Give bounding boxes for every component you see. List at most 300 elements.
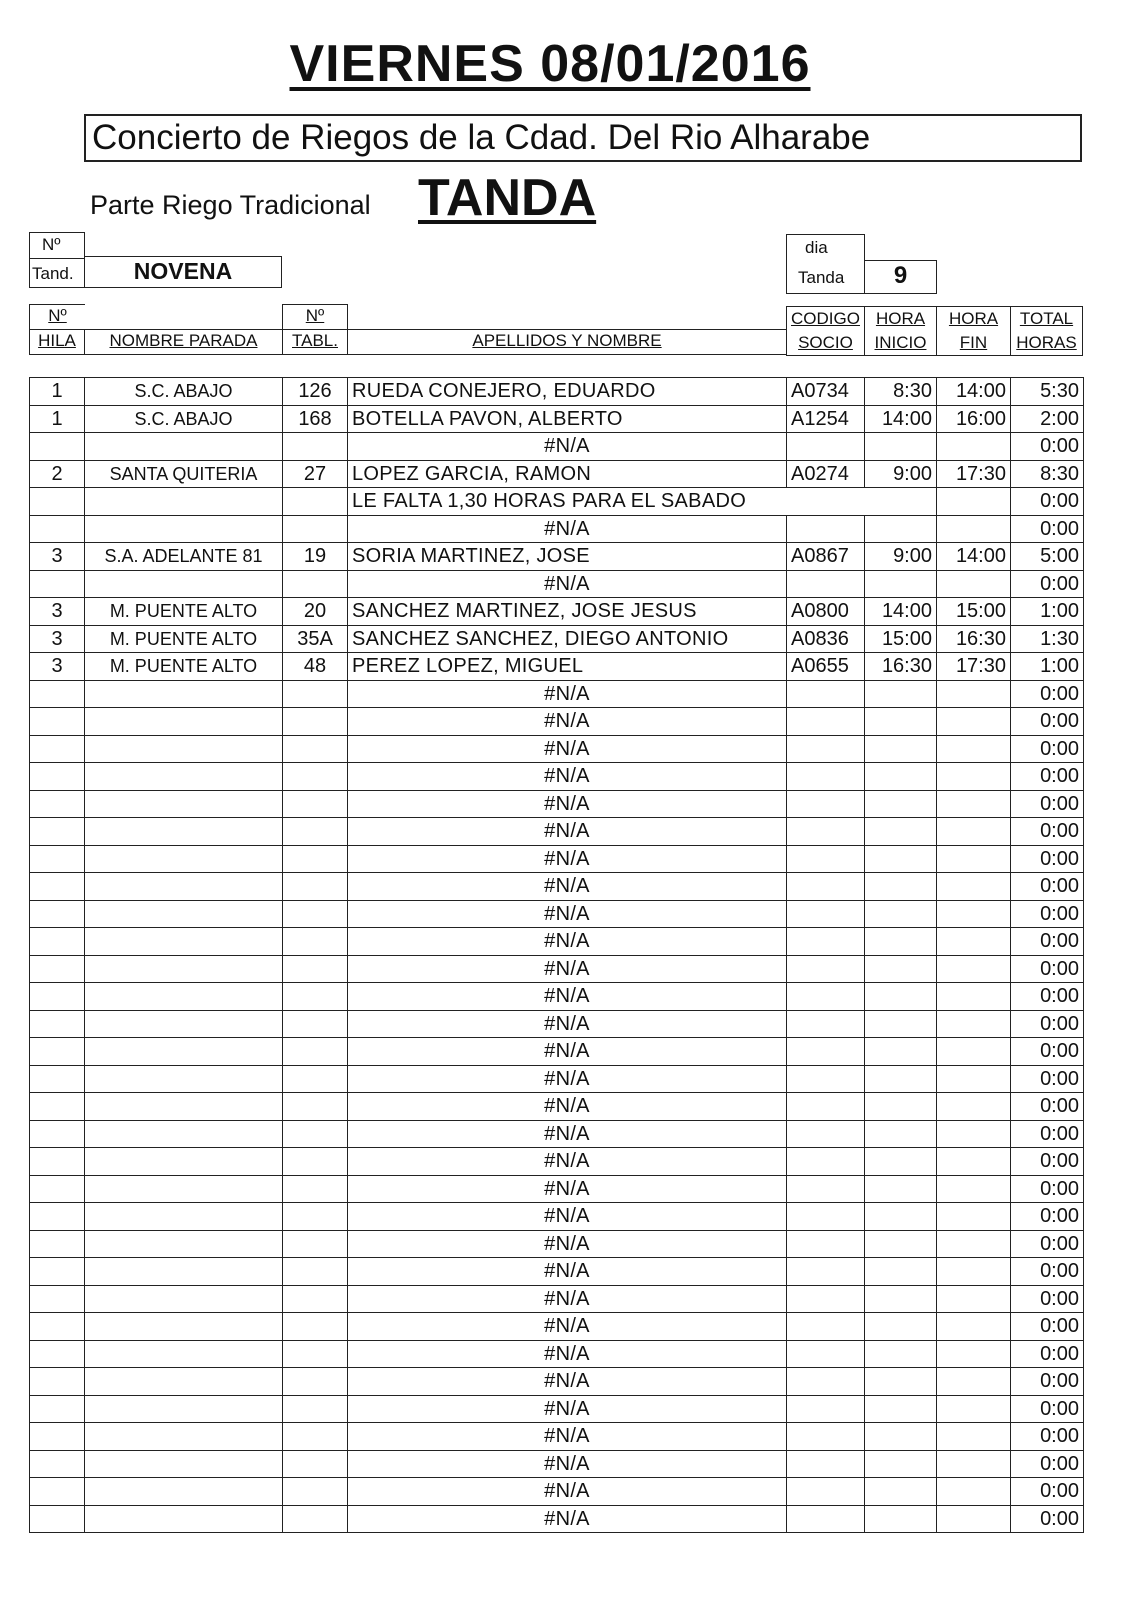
cell-fin xyxy=(937,1340,1011,1368)
cell-codigo xyxy=(787,955,865,983)
cell-parada xyxy=(85,680,283,708)
cell-tabl xyxy=(283,928,348,956)
table-row xyxy=(30,625,1084,653)
cell-nombre: #N/A xyxy=(348,1120,787,1148)
cell-fin xyxy=(937,1230,1011,1258)
cell-parada xyxy=(85,1148,283,1176)
table-row xyxy=(30,460,1084,488)
cell-hila xyxy=(30,1038,85,1066)
cell-codigo: A0734 xyxy=(787,378,865,406)
cell-total: 0:00 xyxy=(1011,708,1084,736)
dia-value: 9 xyxy=(893,262,908,289)
cell-codigo xyxy=(787,1423,865,1451)
table-row xyxy=(30,1230,1084,1258)
tand-label-top: Nº xyxy=(42,235,61,254)
cell-total: 0:00 xyxy=(1011,1258,1084,1286)
cell-codigo xyxy=(787,900,865,928)
cell-codigo xyxy=(787,680,865,708)
cell-total: 0:00 xyxy=(1011,1065,1084,1093)
cell-hila: 3 xyxy=(30,625,85,653)
cell-codigo xyxy=(787,1065,865,1093)
cell-fin xyxy=(937,845,1011,873)
cell-hila xyxy=(30,1313,85,1341)
cell-parada xyxy=(85,1368,283,1396)
table-row xyxy=(30,1368,1084,1396)
cell-tabl xyxy=(283,1093,348,1121)
table-row xyxy=(30,1010,1084,1038)
cell-total: 0:00 xyxy=(1011,1478,1084,1506)
cell-total: 0:00 xyxy=(1011,1175,1084,1203)
cell-nombre: #N/A xyxy=(348,1505,787,1533)
dia-label-box xyxy=(786,234,865,294)
cell-tabl xyxy=(283,1450,348,1478)
cell-hila xyxy=(30,488,85,516)
cell-fin xyxy=(937,1478,1011,1506)
cell-nombre: #N/A xyxy=(348,570,787,598)
cell-inicio xyxy=(865,928,937,956)
cell-hila xyxy=(30,1395,85,1423)
cell-hila xyxy=(30,433,85,461)
tanda-heading: TANDA xyxy=(418,169,597,227)
cell-hila xyxy=(30,735,85,763)
cell-inicio xyxy=(865,1203,937,1231)
cell-tabl xyxy=(283,873,348,901)
cell-codigo xyxy=(787,1478,865,1506)
cell-inicio xyxy=(865,1038,937,1066)
cell-total: 1:30 xyxy=(1011,625,1084,653)
cell-fin xyxy=(937,790,1011,818)
cell-codigo xyxy=(787,570,865,598)
cell-fin xyxy=(937,983,1011,1011)
cell-codigo xyxy=(787,1093,865,1121)
cell-fin xyxy=(937,1148,1011,1176)
cell-tabl xyxy=(283,1230,348,1258)
cell-hila: 1 xyxy=(30,378,85,406)
cell-fin xyxy=(937,515,1011,543)
table-row xyxy=(30,598,1084,626)
table-row xyxy=(30,1175,1084,1203)
hdr-inicio-box xyxy=(864,306,937,356)
table-row xyxy=(30,570,1084,598)
cell-tabl: 48 xyxy=(283,653,348,681)
table-row xyxy=(30,1285,1084,1313)
cell-total: 0:00 xyxy=(1011,1423,1084,1451)
cell-nombre: #N/A xyxy=(348,983,787,1011)
cell-nombre: #N/A xyxy=(348,1478,787,1506)
cell-parada xyxy=(85,1258,283,1286)
table-row xyxy=(30,928,1084,956)
cell-total: 1:00 xyxy=(1011,598,1084,626)
cell-nombre: #N/A xyxy=(348,928,787,956)
cell-parada xyxy=(85,1395,283,1423)
cell-inicio: 16:30 xyxy=(865,653,937,681)
cell-tabl xyxy=(283,1313,348,1341)
cell-nombre: #N/A xyxy=(348,433,787,461)
cell-nombre: #N/A xyxy=(348,1340,787,1368)
hdr-apellidos-box xyxy=(347,329,787,355)
table-row xyxy=(30,1065,1084,1093)
table-row xyxy=(30,790,1084,818)
table-row xyxy=(30,433,1084,461)
cell-inicio xyxy=(865,735,937,763)
cell-inicio: 15:00 xyxy=(865,625,937,653)
cell-tabl xyxy=(283,1120,348,1148)
cell-fin xyxy=(937,1450,1011,1478)
cell-total: 0:00 xyxy=(1011,818,1084,846)
cell-tabl xyxy=(283,763,348,791)
cell-tabl xyxy=(283,735,348,763)
cell-parada xyxy=(85,433,283,461)
cell-fin xyxy=(937,1093,1011,1121)
cell-fin xyxy=(937,680,1011,708)
cell-nombre: #N/A xyxy=(348,1093,787,1121)
hdr-parada-box xyxy=(84,329,283,355)
cell-nombre: SANCHEZ MARTINEZ, JOSE JESUS xyxy=(348,598,787,626)
cell-hila xyxy=(30,873,85,901)
cell-codigo xyxy=(787,1258,865,1286)
cell-inicio: 9:00 xyxy=(865,460,937,488)
cell-parada xyxy=(85,873,283,901)
cell-inicio: 14:00 xyxy=(865,405,937,433)
cell-tabl xyxy=(283,818,348,846)
table-row xyxy=(30,735,1084,763)
cell-total: 0:00 xyxy=(1011,1093,1084,1121)
cell-nombre: #N/A xyxy=(348,680,787,708)
cell-fin xyxy=(937,1285,1011,1313)
cell-codigo xyxy=(787,735,865,763)
cell-parada xyxy=(85,1340,283,1368)
cell-parada xyxy=(85,1423,283,1451)
cell-total: 0:00 xyxy=(1011,1395,1084,1423)
cell-inicio xyxy=(865,570,937,598)
hdr-codigo-bottom: SOCIO xyxy=(798,333,853,352)
cell-parada: M. PUENTE ALTO xyxy=(85,653,283,681)
cell-inicio xyxy=(865,680,937,708)
cell-hila xyxy=(30,1505,85,1533)
cell-parada: S.C. ABAJO xyxy=(85,378,283,406)
hdr-tabl-top: Nº xyxy=(305,306,325,325)
cell-fin xyxy=(937,900,1011,928)
cell-inicio xyxy=(865,1065,937,1093)
cell-codigo xyxy=(787,1395,865,1423)
cell-parada xyxy=(85,983,283,1011)
cell-codigo xyxy=(787,818,865,846)
cell-hila xyxy=(30,570,85,598)
table-body xyxy=(30,378,1084,1533)
dia-value-box xyxy=(864,260,937,294)
cell-hila xyxy=(30,680,85,708)
cell-codigo: A0836 xyxy=(787,625,865,653)
cell-codigo: A1254 xyxy=(787,405,865,433)
cell-tabl xyxy=(283,1395,348,1423)
cell-tabl: 20 xyxy=(283,598,348,626)
cell-fin xyxy=(937,928,1011,956)
cell-fin xyxy=(937,1038,1011,1066)
cell-hila xyxy=(30,1065,85,1093)
cell-hila: 2 xyxy=(30,460,85,488)
cell-tabl xyxy=(283,983,348,1011)
cell-fin xyxy=(937,1368,1011,1396)
cell-nombre: #N/A xyxy=(348,845,787,873)
cell-hila xyxy=(30,928,85,956)
cell-fin xyxy=(937,708,1011,736)
cell-nombre: LOPEZ GARCIA, RAMON xyxy=(348,460,787,488)
table-row xyxy=(30,1450,1084,1478)
cell-nombre: #N/A xyxy=(348,1175,787,1203)
cell-hila xyxy=(30,955,85,983)
cell-inicio xyxy=(865,790,937,818)
table-row xyxy=(30,1340,1084,1368)
cell-parada xyxy=(85,763,283,791)
cell-hila xyxy=(30,1340,85,1368)
cell-parada xyxy=(85,845,283,873)
cell-hila xyxy=(30,1423,85,1451)
table-row xyxy=(30,1038,1084,1066)
cell-total: 8:30 xyxy=(1011,460,1084,488)
cell-parada xyxy=(85,955,283,983)
irrigation-table xyxy=(29,377,1084,1533)
cell-total: 0:00 xyxy=(1011,488,1084,516)
table-row xyxy=(30,1120,1084,1148)
cell-hila: 3 xyxy=(30,543,85,571)
cell-hila xyxy=(30,1285,85,1313)
cell-codigo xyxy=(787,790,865,818)
cell-nombre: #N/A xyxy=(348,790,787,818)
cell-tabl: 168 xyxy=(283,405,348,433)
hdr-codigo-top: CODIGO xyxy=(791,309,860,328)
cell-fin: 14:00 xyxy=(937,378,1011,406)
cell-fin xyxy=(937,1395,1011,1423)
cell-tabl xyxy=(283,1423,348,1451)
cell-parada xyxy=(85,708,283,736)
cell-tabl xyxy=(283,488,348,516)
cell-fin xyxy=(937,1010,1011,1038)
table-row xyxy=(30,1313,1084,1341)
cell-nombre: #N/A xyxy=(348,1065,787,1093)
cell-nombre: SANCHEZ SANCHEZ, DIEGO ANTONIO xyxy=(348,625,787,653)
cell-inicio xyxy=(865,1368,937,1396)
cell-tabl xyxy=(283,1478,348,1506)
cell-hila xyxy=(30,790,85,818)
cell-nombre: #N/A xyxy=(348,708,787,736)
cell-nombre: #N/A xyxy=(348,1450,787,1478)
cell-inicio xyxy=(865,1478,937,1506)
cell-tabl xyxy=(283,1258,348,1286)
cell-parada xyxy=(85,1230,283,1258)
cell-parada xyxy=(85,1450,283,1478)
cell-fin: 16:30 xyxy=(937,625,1011,653)
cell-parada xyxy=(85,1313,283,1341)
hdr-hila-top: Nº xyxy=(48,306,67,325)
cell-parada xyxy=(85,1203,283,1231)
cell-parada xyxy=(85,1175,283,1203)
cell-codigo xyxy=(787,983,865,1011)
cell-fin xyxy=(937,488,1011,516)
cell-total: 1:00 xyxy=(1011,653,1084,681)
cell-total: 0:00 xyxy=(1011,1038,1084,1066)
cell-codigo: A0655 xyxy=(787,653,865,681)
hdr-inicio-bottom: INICIO xyxy=(874,333,927,352)
table-row xyxy=(30,955,1084,983)
cell-parada xyxy=(85,735,283,763)
cell-fin xyxy=(937,570,1011,598)
hdr-tabl: TABL. xyxy=(292,331,338,350)
tand-value: NOVENA xyxy=(133,258,233,284)
hdr-total-bottom: HORAS xyxy=(1016,333,1077,352)
cell-inicio xyxy=(865,983,937,1011)
cell-total: 0:00 xyxy=(1011,433,1084,461)
table-row xyxy=(30,1148,1084,1176)
cell-nombre: #N/A xyxy=(348,1395,787,1423)
cell-parada: SANTA QUITERIA xyxy=(85,460,283,488)
cell-parada xyxy=(85,790,283,818)
cell-parada xyxy=(85,1505,283,1533)
cell-nombre: #N/A xyxy=(348,1230,787,1258)
tand-value-box xyxy=(84,256,282,288)
cell-tabl xyxy=(283,1505,348,1533)
cell-hila xyxy=(30,763,85,791)
cell-fin: 17:30 xyxy=(937,460,1011,488)
cell-parada: M. PUENTE ALTO xyxy=(85,598,283,626)
table-row xyxy=(30,1478,1084,1506)
cell-codigo xyxy=(787,1368,865,1396)
table-row xyxy=(30,405,1084,433)
cell-tabl: 19 xyxy=(283,543,348,571)
hdr-codigo-box xyxy=(786,306,865,356)
subtitle-text: Concierto de Riegos de la Cdad. Del Rio Alharabe xyxy=(92,118,871,157)
dia-label-top: dia xyxy=(805,238,828,257)
cell-hila xyxy=(30,515,85,543)
cell-parada: M. PUENTE ALTO xyxy=(85,625,283,653)
cell-nombre: #N/A xyxy=(348,1285,787,1313)
cell-inicio xyxy=(865,873,937,901)
cell-tabl xyxy=(283,1038,348,1066)
cell-inicio: 9:00 xyxy=(865,543,937,571)
cell-total: 0:00 xyxy=(1011,1313,1084,1341)
cell-inicio xyxy=(865,515,937,543)
cell-tabl xyxy=(283,570,348,598)
cell-parada xyxy=(85,1093,283,1121)
cell-hila xyxy=(30,708,85,736)
cell-fin xyxy=(937,1065,1011,1093)
cell-inicio xyxy=(865,763,937,791)
table-row xyxy=(30,543,1084,571)
cell-tabl xyxy=(283,1175,348,1203)
cell-codigo xyxy=(787,928,865,956)
table-row xyxy=(30,845,1084,873)
cell-nombre: #N/A xyxy=(348,900,787,928)
cell-tabl: 27 xyxy=(283,460,348,488)
cell-fin xyxy=(937,1258,1011,1286)
hdr-fin-box xyxy=(936,306,1011,356)
cell-parada xyxy=(85,1285,283,1313)
cell-parada xyxy=(85,570,283,598)
cell-tabl xyxy=(283,708,348,736)
cell-inicio xyxy=(865,1093,937,1121)
table-row xyxy=(30,763,1084,791)
cell-codigo xyxy=(787,433,865,461)
cell-total: 0:00 xyxy=(1011,900,1084,928)
cell-fin xyxy=(937,1203,1011,1231)
table-row xyxy=(30,818,1084,846)
cell-total: 0:00 xyxy=(1011,928,1084,956)
cell-fin xyxy=(937,735,1011,763)
cell-codigo: A0274 xyxy=(787,460,865,488)
cell-hila xyxy=(30,1120,85,1148)
tand-label-top-box xyxy=(29,232,85,258)
cell-inicio xyxy=(865,1313,937,1341)
cell-inicio xyxy=(865,1120,937,1148)
cell-inicio xyxy=(865,1148,937,1176)
cell-nombre: #N/A xyxy=(348,1423,787,1451)
cell-total: 0:00 xyxy=(1011,1148,1084,1176)
cell-codigo xyxy=(787,708,865,736)
hdr-fin-bottom: FIN xyxy=(959,333,988,352)
cell-codigo xyxy=(787,1148,865,1176)
cell-codigo xyxy=(787,1175,865,1203)
cell-fin: 14:00 xyxy=(937,543,1011,571)
table-row xyxy=(30,378,1084,406)
cell-note: LE FALTA 1,30 HORAS PARA EL SABADO xyxy=(348,488,937,516)
cell-nombre: #N/A xyxy=(348,955,787,983)
cell-inicio xyxy=(865,1450,937,1478)
table-row xyxy=(30,680,1084,708)
cell-hila xyxy=(30,1148,85,1176)
cell-nombre: PEREZ LOPEZ, MIGUEL xyxy=(348,653,787,681)
cell-tabl xyxy=(283,1203,348,1231)
hdr-hila-top-box xyxy=(29,304,85,330)
cell-codigo xyxy=(787,1450,865,1478)
cell-parada xyxy=(85,1038,283,1066)
cell-total: 0:00 xyxy=(1011,790,1084,818)
cell-fin xyxy=(937,818,1011,846)
table-row xyxy=(30,873,1084,901)
cell-inicio xyxy=(865,1258,937,1286)
cell-codigo xyxy=(787,515,865,543)
hdr-parada: NOMBRE PARADA xyxy=(109,331,258,350)
cell-parada xyxy=(85,1010,283,1038)
cell-fin: 15:00 xyxy=(937,598,1011,626)
cell-fin xyxy=(937,1505,1011,1533)
table-row xyxy=(30,708,1084,736)
cell-total: 0:00 xyxy=(1011,763,1084,791)
cell-codigo xyxy=(787,1313,865,1341)
table-row xyxy=(30,1258,1084,1286)
cell-inicio xyxy=(865,1175,937,1203)
cell-hila xyxy=(30,983,85,1011)
cell-total: 0:00 xyxy=(1011,845,1084,873)
cell-tabl xyxy=(283,845,348,873)
cell-inicio xyxy=(865,900,937,928)
cell-hila xyxy=(30,1175,85,1203)
cell-tabl: 35A xyxy=(283,625,348,653)
cell-parada xyxy=(85,1065,283,1093)
hdr-fin-top: HORA xyxy=(948,309,999,328)
cell-codigo xyxy=(787,763,865,791)
table-row xyxy=(30,1093,1084,1121)
cell-nombre: #N/A xyxy=(348,735,787,763)
table-row xyxy=(30,983,1084,1011)
cell-codigo: A0800 xyxy=(787,598,865,626)
hdr-tabl-top-box xyxy=(282,304,348,330)
cell-codigo: A0867 xyxy=(787,543,865,571)
hdr-hila: HILA xyxy=(38,331,76,350)
cell-hila xyxy=(30,845,85,873)
cell-inicio xyxy=(865,1285,937,1313)
table-row xyxy=(30,488,1084,516)
cell-codigo xyxy=(787,845,865,873)
cell-tabl xyxy=(283,433,348,461)
